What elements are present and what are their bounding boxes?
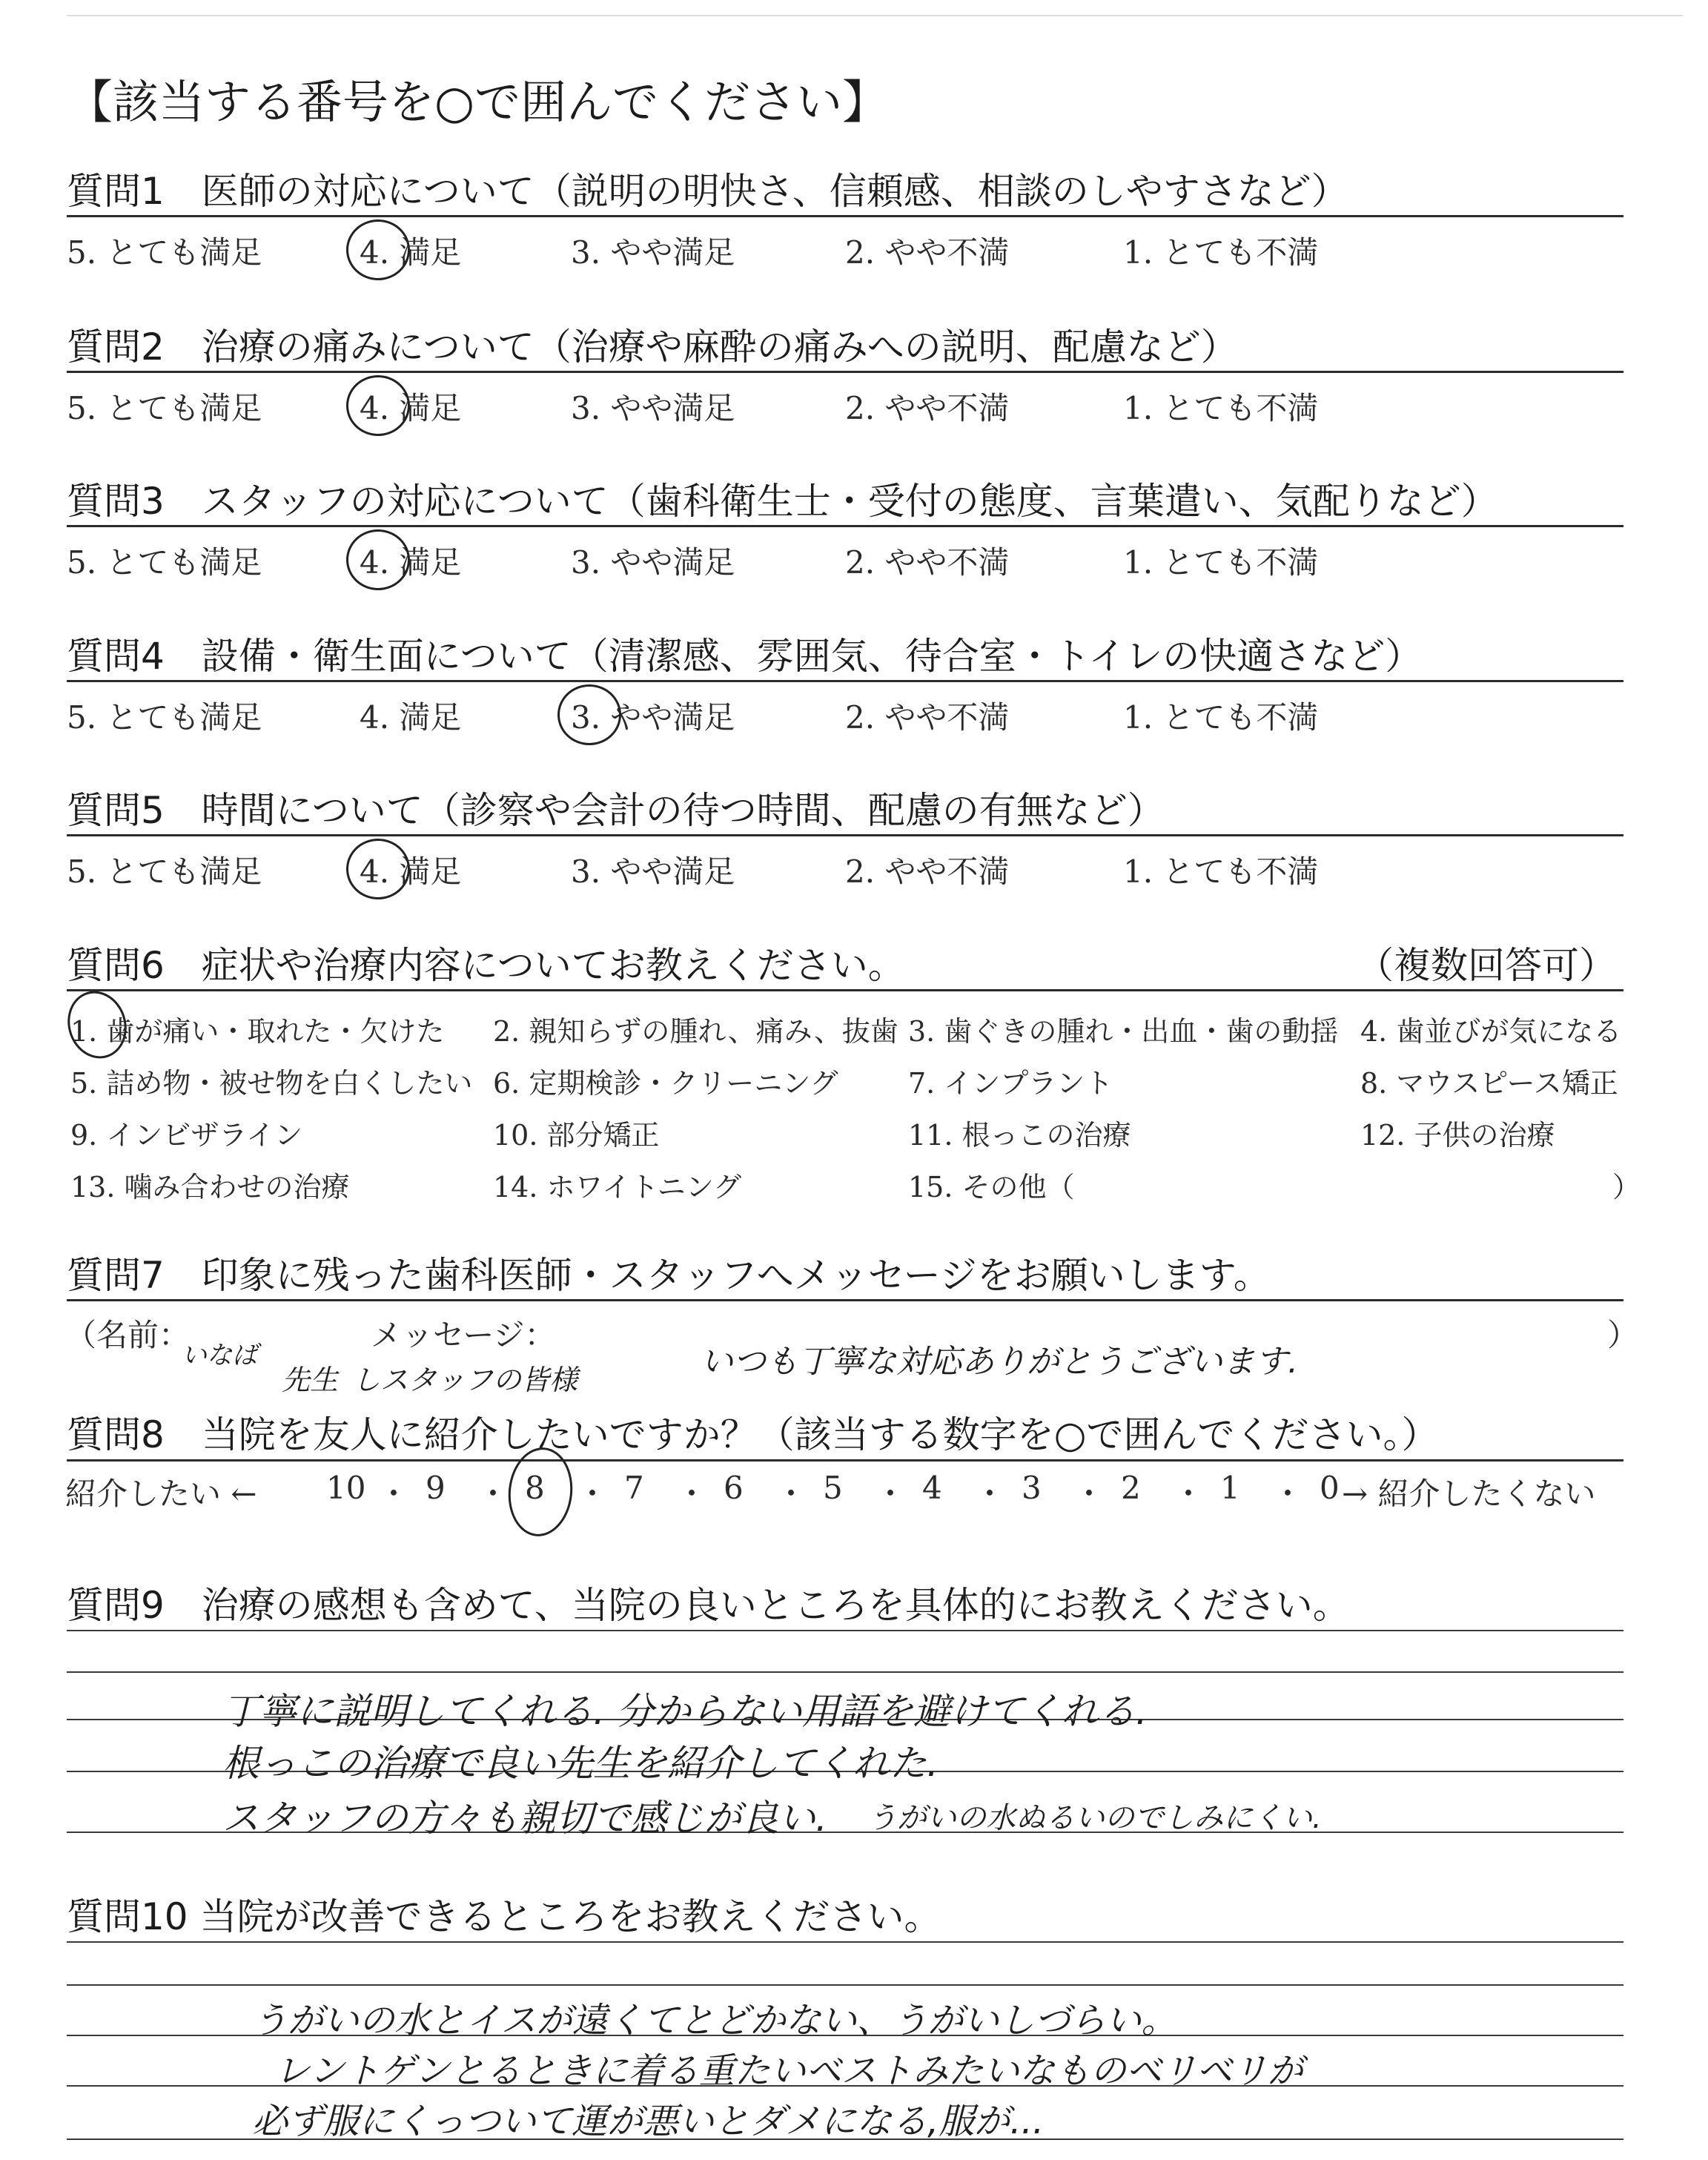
q3-option[interactable]: 2. やや不満: [845, 544, 1010, 581]
q5-option[interactable]: 5. とても満足: [67, 853, 262, 890]
q10-line: [67, 1941, 1623, 1943]
q9-line: [67, 1671, 1623, 1673]
q5-option[interactable]: 1. とても不満: [1123, 853, 1319, 890]
q8-number[interactable]: 4: [922, 1470, 942, 1506]
q2-option[interactable]: 3. やや満足: [571, 390, 735, 426]
q6-option[interactable]: 1. 歯が痛い・取れた・欠けた: [70, 1015, 445, 1048]
q6-option[interactable]: 11. 根っこの治療: [908, 1119, 1131, 1152]
q7-title: 質問7 印象に残った歯科医師・スタッフへメッセージをお願いします。: [67, 1254, 1271, 1297]
q10-answer-line: うがいの水とイスが遠くてとどかない、うがいしづらい。: [252, 2000, 1177, 2041]
q6-option[interactable]: 15. その他（: [908, 1171, 1075, 1203]
q8-number[interactable]: 1: [1220, 1470, 1240, 1506]
q1-option[interactable]: 2. やや不満: [845, 234, 1010, 271]
q6-option[interactable]: 6. 定期検診・クリーニング: [493, 1067, 838, 1100]
q4-rule: [67, 680, 1623, 682]
q3-option[interactable]: 1. とても不満: [1123, 544, 1319, 581]
q1-option[interactable]: 4. 満足: [360, 234, 462, 271]
q6-option[interactable]: 2. 親知らずの腫れ、痛み、抜歯: [493, 1015, 898, 1048]
q6-option[interactable]: 13. 噛み合わせの治療: [70, 1171, 350, 1203]
q1-option[interactable]: 1. とても不満: [1123, 234, 1319, 271]
q10-line: [67, 1984, 1623, 1986]
q3-rule: [67, 525, 1623, 527]
q10-answer-line: レントゲンとるときに着る重たいベストみたいなものベリベリが: [274, 2050, 1303, 2092]
q5-option[interactable]: 4. 満足: [360, 853, 462, 890]
q2-selection-circle: [346, 375, 410, 436]
q8-title: 質問8 当院を友人に紹介したいですか？（該当する数字を○で囲んでください。）: [67, 1413, 1439, 1456]
q3-selection-circle: [346, 529, 410, 590]
q7-name-label: （名前：: [65, 1317, 191, 1353]
q1-option[interactable]: 3. やや満足: [571, 234, 735, 271]
q4-option[interactable]: 2. やや不満: [845, 699, 1010, 736]
q8-right-label: → 紹介したくない: [1342, 1476, 1596, 1512]
q8-separator: ・: [1073, 1476, 1105, 1512]
q6-option[interactable]: 14. ホワイトニング: [493, 1171, 742, 1203]
q2-option[interactable]: 5. とても満足: [67, 390, 262, 426]
q4-title: 質問4 設備・衛生面について（清潔感、雰囲気、待合室・トイレの快適さなど）: [67, 635, 1423, 678]
q4-option[interactable]: 5. とても満足: [67, 699, 262, 736]
q6-option[interactable]: 4. 歯並びが気になる: [1360, 1015, 1622, 1048]
q1-selection-circle: [346, 219, 410, 280]
q3-title: 質問3 スタッフの対応について（歯科衛生士・受付の態度、言葉遣い、気配りなど）: [67, 480, 1498, 523]
q6-title: 質問6 症状や治療内容についてお教えください。: [67, 944, 905, 987]
q4-option[interactable]: 4. 満足: [360, 699, 462, 736]
q2-option[interactable]: 2. やや不満: [845, 390, 1010, 426]
q1-option[interactable]: 5. とても満足: [67, 234, 262, 271]
q7-message-label: メッセージ：: [371, 1317, 556, 1353]
q6-option[interactable]: 12. 子供の治療: [1360, 1119, 1555, 1152]
q8-separator: ・: [1272, 1476, 1304, 1512]
q9-line: [67, 1630, 1623, 1631]
q7-close-paren: ）: [1607, 1317, 1639, 1353]
q2-option[interactable]: 1. とても不満: [1123, 390, 1319, 426]
q8-separator: ・: [1173, 1476, 1205, 1512]
q8-separator: ・: [974, 1476, 1006, 1512]
q8-separator: ・: [676, 1476, 708, 1512]
q6-rule: [67, 989, 1623, 991]
top-border: [67, 15, 1683, 16]
q9-answer-line: スタッフの方々も親切で感じが良い.: [222, 1797, 827, 1840]
q8-separator: ・: [577, 1476, 609, 1512]
q3-option[interactable]: 3. やや満足: [571, 544, 735, 581]
q7-name-written-3: しスタッフの皆様: [352, 1364, 578, 1396]
q2-rule: [67, 371, 1623, 373]
q8-number[interactable]: 3: [1022, 1470, 1042, 1506]
q8-separator: ・: [378, 1476, 410, 1512]
q5-title: 質問5 時間について（診察や会計の待つ時間、配慮の有無など）: [67, 789, 1165, 832]
q4-option[interactable]: 1. とても不満: [1123, 699, 1319, 736]
q3-option[interactable]: 5. とても満足: [67, 544, 262, 581]
q9-answer-line: 丁寧に説明してくれる. 分からない用語を避けてくれる.: [222, 1690, 1148, 1733]
q10-title: 質問10 当院が改善できるところをお教えください。: [67, 1895, 941, 1938]
q9-title: 質問9 治療の感想も含めて、当院の良いところを具体的にお教えください。: [67, 1584, 1350, 1627]
q5-option[interactable]: 2. やや不満: [845, 853, 1010, 890]
q8-number[interactable]: 5: [823, 1470, 843, 1506]
q8-separator: ・: [775, 1476, 807, 1512]
q3-option[interactable]: 4. 満足: [360, 544, 462, 581]
q6-option[interactable]: 8. マウスピース矯正: [1360, 1067, 1618, 1100]
q7-rule: [67, 1299, 1623, 1301]
q7-name-written-2: 先生: [282, 1364, 339, 1396]
q9-answer-line: 根っこの治療で良い先生を紹介してくれた.: [222, 1742, 939, 1785]
q7-message-written: いつも丁寧な対応ありがとうございます.: [701, 1343, 1298, 1381]
q7-name-written-1: いなば: [182, 1341, 257, 1370]
q5-selection-circle: [346, 839, 410, 899]
page-header: 【該当する番号を○で囲んでください】: [67, 75, 889, 129]
q6-selection-circle: [59, 983, 136, 1066]
q6-option[interactable]: ）: [1612, 1171, 1641, 1203]
q8-number[interactable]: 0: [1320, 1470, 1340, 1506]
q4-selection-circle: [557, 684, 621, 745]
q2-title: 質問2 治療の痛みについて（治療や麻酔の痛みへの説明、配慮など）: [67, 326, 1238, 369]
q8-rule: [67, 1459, 1623, 1462]
q1-title: 質問1 医師の対応について（説明の明快さ、信頼感、相談のしやすさなど）: [67, 170, 1348, 213]
q6-option[interactable]: 9. インビザライン: [70, 1119, 303, 1152]
q8-separator: ・: [477, 1476, 509, 1512]
q6-option[interactable]: 10. 部分矯正: [493, 1119, 660, 1152]
q5-rule: [67, 834, 1623, 836]
q1-rule: [67, 215, 1623, 217]
q8-number[interactable]: 8: [525, 1470, 545, 1506]
q6-option[interactable]: 7. インプラント: [908, 1067, 1113, 1100]
q6-option[interactable]: 5. 詰め物・被せ物を白くしたい: [70, 1067, 473, 1100]
q5-option[interactable]: 3. やや満足: [571, 853, 735, 890]
q8-number[interactable]: 9: [426, 1470, 446, 1506]
q6-note: （複数回答可）: [1357, 944, 1616, 987]
q4-option[interactable]: 3. やや満足: [571, 699, 735, 736]
q8-number[interactable]: 2: [1121, 1470, 1141, 1506]
q8-left-label: 紹介したい ←: [65, 1476, 257, 1512]
q8-number[interactable]: 7: [624, 1470, 644, 1506]
q8-number[interactable]: 10: [326, 1470, 366, 1506]
q9-answer-line: うがいの水ぬるいのでしみにくい.: [867, 1801, 1322, 1835]
q8-number[interactable]: 6: [724, 1470, 744, 1506]
q6-option[interactable]: 3. 歯ぐきの腫れ・出血・歯の動揺: [908, 1015, 1339, 1048]
q2-option[interactable]: 4. 満足: [360, 390, 462, 426]
q10-answer-line: 必ず服にくっついて運が悪いとダメになる,服が...: [252, 2101, 1045, 2142]
q8-separator: ・: [875, 1476, 907, 1512]
